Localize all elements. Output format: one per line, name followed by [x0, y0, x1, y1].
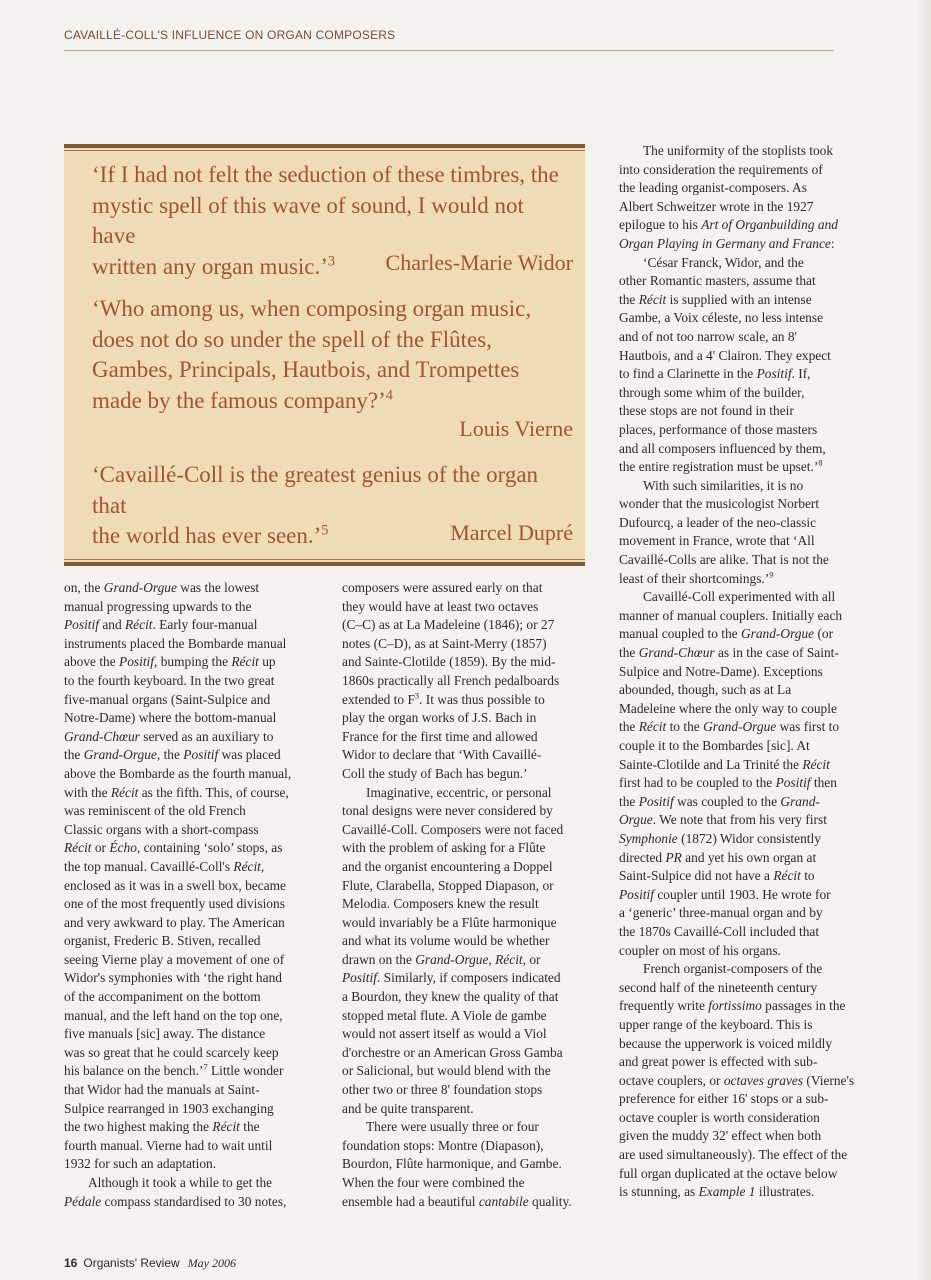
page-edge: [917, 0, 931, 1280]
text-line: abounded, though, such as at La: [619, 682, 792, 698]
text-line: and very awkward to play. The American: [64, 914, 285, 930]
text-line: the top manual. Cavaillé-Coll's Récit,: [64, 858, 265, 874]
text-line: manner of manual couplers. Initially each: [619, 607, 843, 623]
text-line: the Grand-Chœur as in the case of Saint-: [619, 645, 839, 661]
text-line: foundation stops: Montre (Diapason),: [342, 1137, 544, 1153]
text-line: above the Positif, bumping the Récit up: [64, 654, 276, 670]
text-line: seeing Vierne play a movement of one of: [64, 951, 285, 967]
footnote-ref: 3: [327, 252, 336, 269]
quote-attribution-dupre: Marcel Dupré: [450, 520, 573, 545]
text-line: notes (C–D), as at Saint-Merry (1857): [342, 635, 547, 651]
text-line: Cavaillé-Coll. Composers were not faced: [342, 821, 564, 837]
text-line: octave couplers, or octaves graves (Vierne's: [619, 1072, 855, 1088]
text-line: Imaginative, eccentric, or personal: [366, 784, 552, 800]
text-line: five manuals [sic] away. The distance: [64, 1026, 266, 1042]
text-line: the two highest making the Récit the: [64, 1119, 260, 1135]
text-line: other Romantic masters, assume that: [619, 273, 816, 289]
text-line: of the accompaniment on the bottom: [64, 989, 261, 1005]
page-footer: [64, 1256, 236, 1271]
text-line: the Récit is supplied with an intense: [619, 291, 812, 307]
pull-quote-dupre: ‘Cavaillé-Coll is the greatest genius of the organ that the world has ever seen.’$^5$: [92, 462, 539, 548]
text-line: with the problem of asking for a Flûte: [342, 840, 546, 856]
issue-date: May 2006: [187, 1256, 237, 1270]
text-line: to find a Clarinette in the Positif. If,: [619, 366, 811, 382]
text-line: organist, Frederic B. Stiven, recalled: [64, 933, 261, 949]
pull-quote-widor: ‘If I had not felt the seduction of these timbres, the mystic spell of this wave of sound, I would not have written any organ music.’$^3$: [92, 162, 559, 279]
text-line: epilogue to his Art of Organbuilding and: [619, 217, 838, 233]
text-line: Widor's symphonies with ‘the right hand: [64, 970, 282, 986]
text-line: one of the most frequently used divisions: [64, 896, 285, 912]
text-line: movement in France, wrote that ‘All: [619, 533, 815, 549]
text-line: Melodia. Composers knew the result: [342, 896, 539, 912]
text-line: Sulpice rearranged in 1903 exchanging: [64, 1100, 274, 1116]
text-line: Positif coupler until 1903. He wrote for: [619, 886, 831, 902]
text-line: was reminiscent of the old French: [64, 803, 246, 819]
text-line: into consideration the requirements of: [619, 161, 823, 177]
text-line: and of not too narrow scale, an 8': [619, 328, 797, 344]
quote-box-top-rule: [64, 144, 585, 148]
text-line: stopped metal flute. A Viole de gambe: [342, 1007, 547, 1023]
text-line: Sainte-Clotilde and La Trinité the Récit: [619, 756, 830, 772]
text-line: and be quite transparent.: [342, 1100, 474, 1116]
text-line: and Sainte-Clotilde (1859). By the mid-: [342, 654, 556, 670]
text-line: would invariably be a Flûte harmonique: [342, 914, 557, 930]
text-line: to the fourth keyboard. In the two great: [64, 672, 275, 688]
text-line: ‘César Franck, Widor, and the: [643, 254, 804, 270]
text-line: Hautbois, and a 4' Clairon. They expect: [619, 347, 831, 363]
text-line: extended to $F^3$. It was thus possible to: [342, 691, 545, 707]
text-line: is stunning, as Example 1 illustrates.: [619, 1184, 815, 1200]
text-line: was so great that he could scarcely keep: [64, 1044, 279, 1060]
text-line: fourth manual. Vierne had to wait until: [64, 1137, 273, 1153]
footnote-ref: 5: [321, 522, 329, 539]
text-line: because the upperwork is voiced mildly: [619, 1035, 833, 1051]
text-line: with the Récit as the fifth. This, of course,: [64, 784, 289, 800]
text-line: least of their shortcomings.’$^9$: [619, 570, 774, 586]
text-line: d'orchestre or an American Gross Gamba: [342, 1044, 563, 1060]
text-line: Positif. Similarly, if composers indicated: [342, 970, 561, 986]
text-line: and all composers influenced by them,: [619, 440, 826, 456]
text-line: (C–C) as at La Madeleine (1846); or 27: [342, 617, 555, 633]
text-line: drawn on the Grand-Orgue, Récit, or: [342, 951, 541, 967]
text-line: Orgue. We note that from his very first: [619, 812, 827, 828]
text-line: they would have at least two octaves: [342, 598, 539, 614]
text-line: the entire registration must be upset.’$^8$: [619, 458, 823, 475]
text-line: With such similarities, it is no: [643, 477, 804, 493]
text-line: given the muddy 32' effect when both: [619, 1128, 822, 1144]
text-line: or Salicional, but would blend with the: [342, 1063, 551, 1079]
text-line: frequently write fortissimo passages in the: [619, 998, 846, 1014]
text-line: Widor to declare that ‘With Cavaillé-: [342, 747, 542, 763]
text-line: places, performance of those masters: [619, 421, 818, 437]
body-column-left: [64, 579, 314, 1211]
text-line: octave coupler is worth consideration: [619, 1109, 820, 1125]
text-line: Albert Schweitzer wrote in the 1927: [619, 198, 814, 214]
running-header: CAVAILLÉ-COLL'S INFLUENCE ON ORGAN COMPOSERS: [64, 28, 834, 51]
text-line: upper range of the keyboard. This is: [619, 1016, 813, 1032]
pull-quote-vierne: ‘Who among us, when composing organ music, does not do so under the spell of the Flûtes, Gambes, Principals, Hautbois, and Trompettes made by the famous company?’$^4$: [92, 296, 532, 413]
text-line: and great power is effected with sub-: [619, 1054, 818, 1070]
text-line: five-manual organs (Saint-Sulpice and: [64, 691, 271, 707]
text-line: would not assert itself as would a Viol: [342, 1026, 547, 1042]
text-line: wonder that the musicologist Norbert: [619, 496, 820, 512]
text-line: enclosed as it was in a swell box, became: [64, 877, 286, 893]
text-line: these stops are not found in their: [619, 403, 794, 419]
text-line: tonal designs were never considered by: [342, 803, 553, 819]
text-line: Organ Playing in Germany and France:: [619, 235, 835, 251]
text-line: on, the Grand-Orgue was the lowest: [64, 580, 260, 595]
text-line: are used simultaneously). The effect of the: [619, 1147, 848, 1163]
text-line: Cavaillé-Coll experimented with all: [643, 589, 836, 605]
text-line: coupler on most of his organs.: [619, 942, 781, 958]
text-line: instruments placed the Bombarde manual: [64, 635, 287, 651]
footnote-ref: 4: [385, 386, 393, 403]
text-line: Bourdon, Flûte harmonique, and Gambe.: [342, 1156, 562, 1172]
text-line: a ‘generic’ three-manual organ and by: [619, 905, 823, 921]
text-line: Symphonie (1872) Widor consistently: [619, 830, 821, 846]
text-line: Flute, Clarabella, Stopped Diapason, or: [342, 877, 554, 893]
quote-attribution-widor: Charles-Marie Widor: [385, 250, 573, 275]
text-line: The uniformity of the stoplists took: [643, 143, 834, 158]
text-line: the Positif was coupled to the Grand-: [619, 793, 820, 809]
text-line: that Widor had the manuals at Saint-: [64, 1082, 260, 1098]
text-line: play the organ works of J.S. Bach in: [342, 710, 537, 726]
text-line: France for the first time and allowed: [342, 728, 538, 744]
text-line: ensemble had a beautiful cantabile quality.: [342, 1193, 572, 1209]
text-line: Madeleine where the only way to couple: [619, 700, 837, 716]
text-line: first had to be coupled to the Positif then: [619, 775, 837, 791]
text-line: above the Bombarde as the fourth manual,: [64, 765, 292, 781]
text-line: manual coupled to the Grand-Orgue (or: [619, 626, 834, 642]
text-line: the Récit to the Grand-Orgue was first to: [619, 719, 840, 735]
text-line: Récit or Écho, containing ‘solo’ stops, as: [64, 840, 283, 856]
text-line: the leading organist-composers. As: [619, 180, 807, 196]
page-number: 16: [64, 1256, 78, 1270]
text-line: Positif and Récit. Early four-manual: [64, 617, 258, 633]
text-line: manual progressing upwards to the: [64, 598, 252, 614]
text-line: Although it took a while to get the: [88, 1175, 273, 1190]
text-line: manual, and the left hand on the top one,: [64, 1007, 283, 1023]
text-line: other two or three 8' foundation stops: [342, 1082, 543, 1098]
text-line: composers were assured early on that: [342, 580, 543, 595]
text-line: his balance on the bench.’$^7$ Little wonder: [64, 1062, 284, 1079]
text-line: Coll the study of Bach has begun.’: [342, 765, 528, 781]
text-line: full organ duplicated at the octave below: [619, 1165, 838, 1181]
text-line: French organist-composers of the: [643, 961, 823, 977]
text-line: Pédale compass standardised to 30 notes,: [64, 1193, 287, 1209]
text-line: Cavaillé-Colls are alike. That is not the: [619, 552, 829, 568]
text-line: Grand-Chœur served as an auxiliary to: [64, 728, 274, 744]
body-column-right: [619, 142, 871, 1202]
text-line: 1932 for such an adaptation.: [64, 1156, 217, 1172]
quote-box-bottom-rule: [64, 562, 585, 566]
publication-name: Organists' Review: [83, 1256, 180, 1270]
text-line: Classic organs with a short-compass: [64, 821, 259, 837]
text-line: directed PR and yet his own organ at: [619, 849, 817, 865]
text-line: Gambe, a Voix céleste, no less intense: [619, 310, 824, 326]
quote-attribution-vierne: Louis Vierne: [459, 416, 573, 441]
text-line: and what its volume would be whether: [342, 933, 550, 949]
text-line: 1860s practically all French pedalboards: [342, 672, 560, 688]
text-line: Saint-Sulpice did not have a Récit to: [619, 868, 815, 884]
text-line: Notre-Dame) where the bottom-manual: [64, 710, 277, 726]
text-line: second half of the nineteenth century: [619, 979, 818, 995]
text-line: and the organist encountering a Doppel: [342, 858, 553, 874]
text-line: There were usually three or four: [366, 1119, 539, 1135]
text-line: preference for either 16' stops or a sub-: [619, 1091, 829, 1107]
text-line: When the four were combined the: [342, 1175, 525, 1190]
text-line: Dufourcq, a leader of the neo-classic: [619, 514, 817, 530]
body-column-middle: [342, 579, 592, 1211]
pull-quote-box: [64, 144, 585, 566]
text-line: couple it to the Bombardes [sic]. At: [619, 738, 810, 753]
text-line: the 1870s Cavaillé-Coll included that: [619, 923, 820, 939]
text-line: the Grand-Orgue, the Positif was placed: [64, 747, 281, 763]
text-line: a Bourdon, they knew the quality of that: [342, 989, 559, 1005]
text-line: Sulpice and Notre-Dame). Exceptions: [619, 663, 823, 679]
text-line: through some whim of the builder,: [619, 384, 805, 400]
